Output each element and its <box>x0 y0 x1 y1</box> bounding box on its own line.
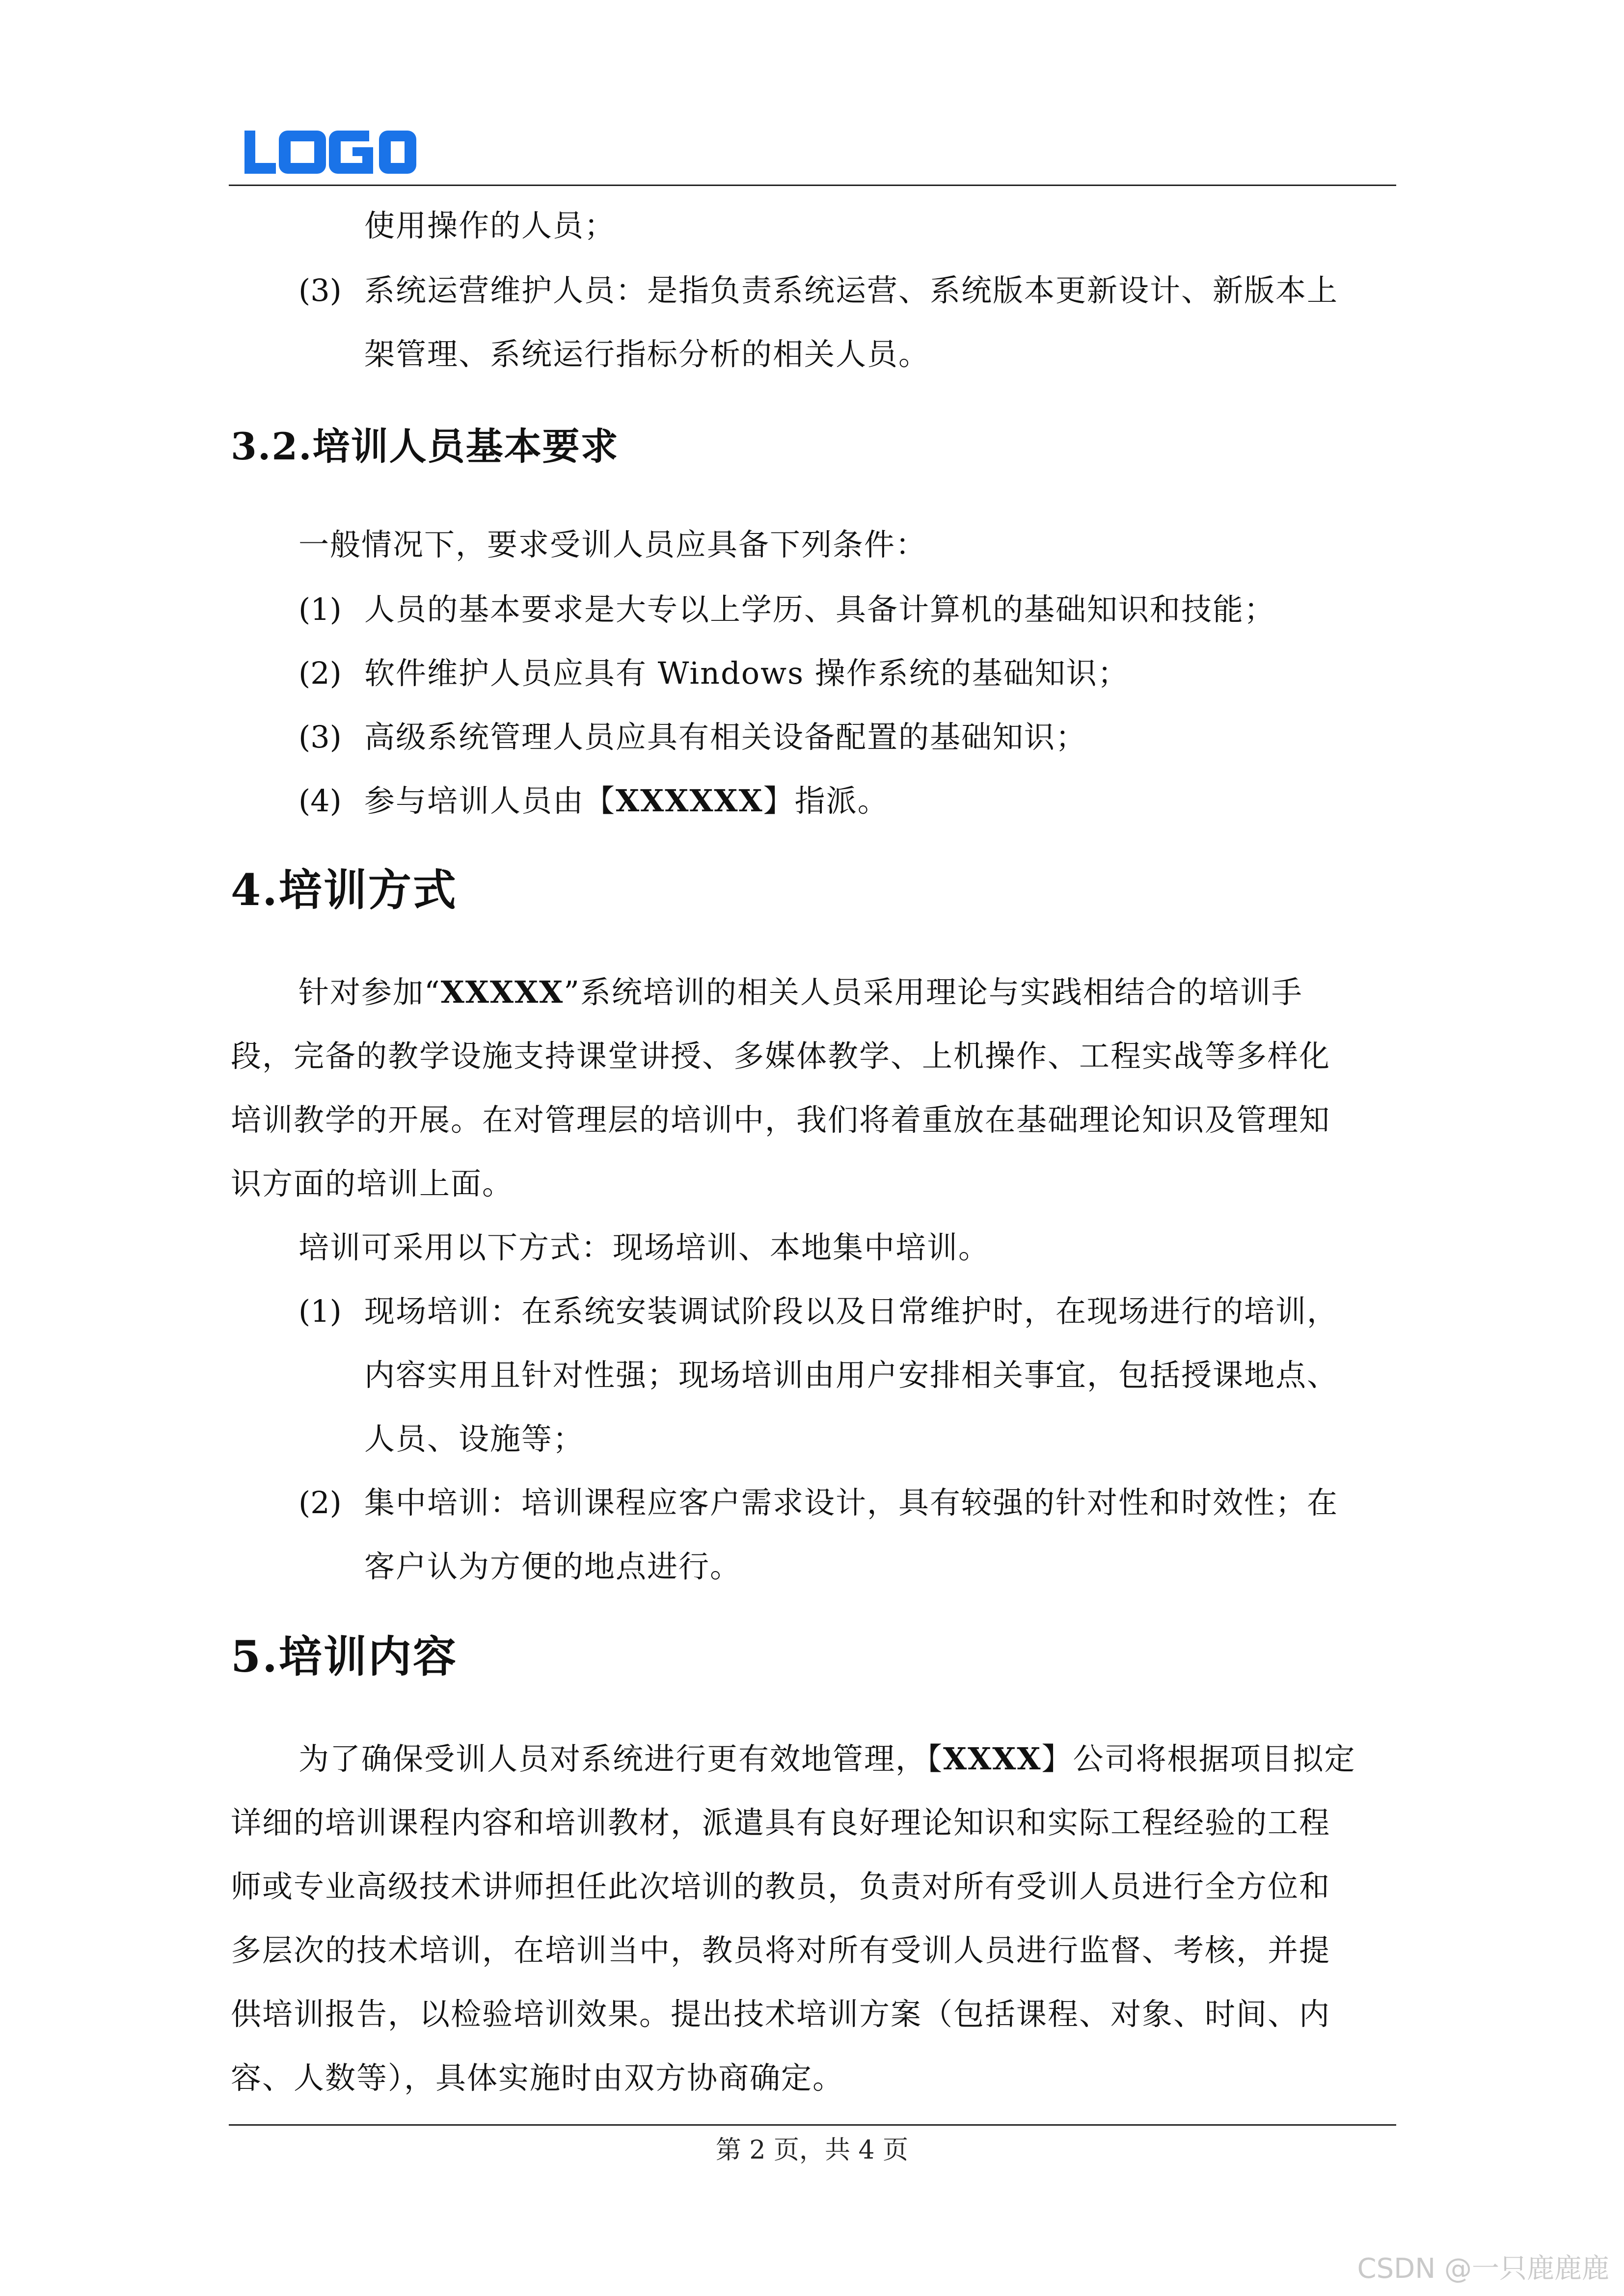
list-item-text: 软件维护人员应具有 Windows 操作系统的基础知识； <box>364 655 1129 691</box>
logo <box>244 129 416 176</box>
paragraph-line <box>298 1739 1355 1779</box>
paragraph-line: 多层次的技术培训，在培训当中，教员将对所有受训人员进行监督、考核，并提 <box>231 1932 1331 1968</box>
list-item-text: 客户认为方便的地点进行。 <box>364 1548 742 1584</box>
list-item-number: (3) <box>298 272 342 308</box>
list-item-number: (1) <box>298 591 342 627</box>
header-rule <box>229 185 1396 186</box>
text-run: ”系统培训的相关人员采用理论与实践相结合的培训手 <box>564 974 1303 1010</box>
paragraph-line: 识方面的培训上面。 <box>231 1166 514 1201</box>
list-item-number: (3) <box>298 719 342 755</box>
paragraph-line: 培训教学的开展。在对管理层的培训中，我们将着重放在基础理论知识及管理知 <box>231 1102 1331 1138</box>
list-item-number: (2) <box>298 1485 342 1521</box>
paragraph-line: 师或专业高级技术讲师担任此次培训的教员，负责对所有受训人员进行全方位和 <box>231 1869 1331 1904</box>
list-item-text: 内容实用且针对性强；现场培训由用户安排相关事宜，包括授课地点、 <box>364 1357 1339 1393</box>
list-item-text: 人员、设施等； <box>364 1421 585 1457</box>
list-item-text: 人员的基本要求是大专以上学历、具备计算机的基础知识和技能； <box>364 591 1276 627</box>
list-item-number: (4) <box>298 783 342 819</box>
paragraph-line: 容、人数等），具体实施时由双方协商确定。 <box>231 2060 844 2096</box>
list-item-text: 高级系统管理人员应具有相关设备配置的基础知识； <box>364 719 1087 755</box>
list-item-text: 系统运营维护人员：是指负责系统运营、系统版本更新设计、新版本上 <box>364 272 1339 308</box>
section-heading-4: 4.培训方式 <box>231 864 458 915</box>
list-item-number: (1) <box>298 1293 342 1329</box>
paragraph: 一般情况下，要求受训人员应具备下列条件： <box>298 527 927 562</box>
page-number: 第 2 页，共 4 页 <box>715 2136 909 2165</box>
list-item-number: (2) <box>298 655 342 691</box>
section-heading-3-2: 3.2.培训人员基本要求 <box>231 425 619 468</box>
placeholder-bold: XXXXX <box>440 974 564 1010</box>
list-item-text: 架管理、系统运行指标分析的相关人员。 <box>364 336 930 372</box>
logo-graphic <box>244 129 416 176</box>
list-item-text: 集中培训：培训课程应客户需求设计，具有较强的针对性和时效性；在 <box>364 1485 1339 1521</box>
text-run: 针对参加“ <box>298 974 441 1010</box>
text-run: 参与培训人员由【 <box>364 783 616 819</box>
list-continuation: 使用操作的人员； <box>364 208 616 243</box>
paragraph-line <box>298 973 1303 1012</box>
text-run: 】指派。 <box>763 783 889 819</box>
footer-rule <box>229 2124 1396 2126</box>
placeholder-bold: XXXXXX <box>616 783 763 819</box>
text-run: 为了确保受训人员对系统进行更有效地管理，【 <box>298 1741 944 1777</box>
paragraph: 培训可采用以下方式：现场培训、本地集中培训。 <box>298 1229 990 1265</box>
section-heading-5: 5.培训内容 <box>231 1631 458 1682</box>
watermark: CSDN @一只鹿鹿鹿 <box>1357 2253 1609 2285</box>
paragraph-line: 段，完备的教学设施支持课堂讲授、多媒体教学、上机操作、工程实战等多样化 <box>231 1038 1331 1074</box>
text-run: 】公司将根据项目拟定 <box>1041 1741 1356 1777</box>
paragraph-line: 供培训报告，以检验培训效果。提出技术培训方案（包括课程、对象、时间、内 <box>231 1996 1331 2032</box>
list-item-text: 现场培训：在系统安装调试阶段以及日常维护时，在现场进行的培训， <box>364 1293 1339 1329</box>
paragraph-line: 详细的培训课程内容和培训教材，派遣具有良好理论知识和实际工程经验的工程 <box>231 1805 1331 1841</box>
list-item-text <box>364 781 889 821</box>
placeholder-bold: XXXX <box>943 1741 1042 1777</box>
